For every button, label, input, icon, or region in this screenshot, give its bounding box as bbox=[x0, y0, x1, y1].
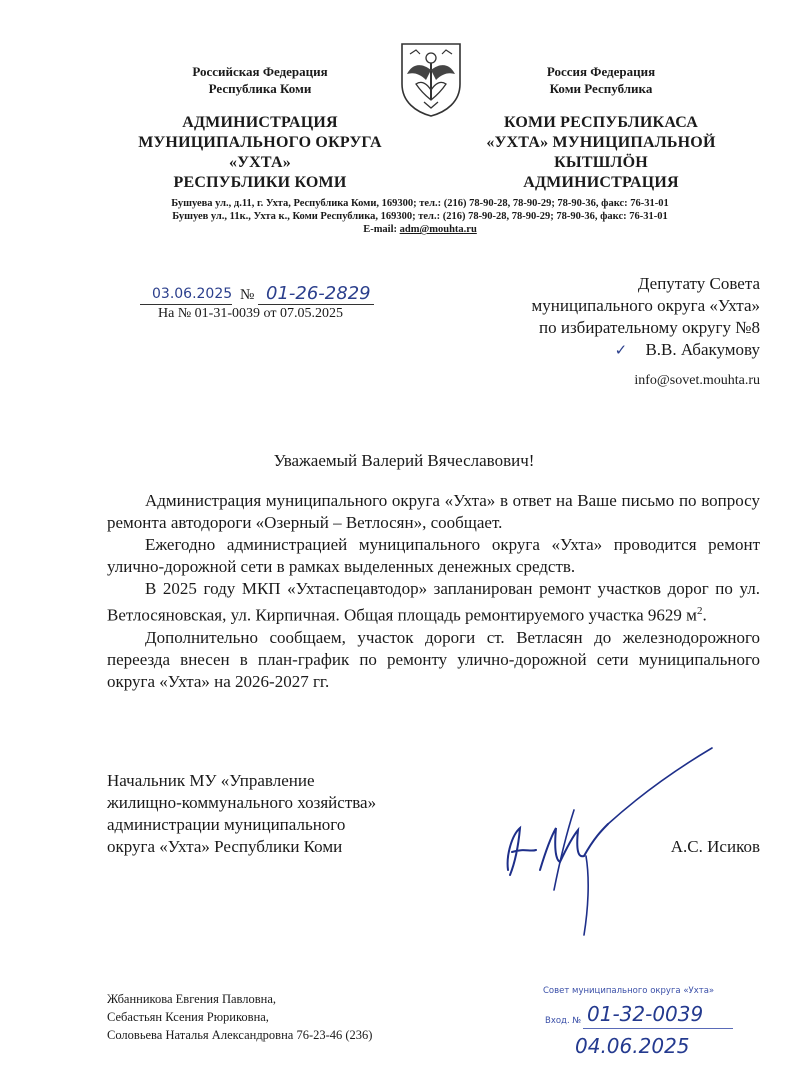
address-line-komi: Бушуев ул., 11к., Ухта к., Коми Республика, 169300; тел.: (216) 78-90-28, 78-90-29; 78-90-36, факс: 76-31-01 bbox=[172, 211, 668, 222]
executor-line2: Себастьян Ксения Рюриковна, bbox=[107, 1010, 269, 1024]
addressee-email: info@sovet.mouhta.ru bbox=[634, 373, 760, 388]
registration-line bbox=[140, 285, 380, 307]
paragraph-1: Администрация муниципального округа «Ухта» в ответ на Ваше письмо по вопросу ремонта автодороги «Озерный – Ветлосян», сообщает. bbox=[107, 491, 760, 532]
addressee-block bbox=[470, 273, 760, 361]
addressee-line2: муниципального округа «Ухта» bbox=[531, 296, 760, 315]
addressee-line4-row bbox=[470, 339, 760, 361]
header-left-org-line4: РЕСПУБЛИКИ КОМИ bbox=[173, 174, 347, 191]
header-right-country: Россия Федерация bbox=[546, 64, 656, 79]
header-right bbox=[470, 63, 732, 193]
executors-block bbox=[107, 990, 467, 1044]
registration-number-underline bbox=[258, 304, 374, 305]
incoming-stamp bbox=[535, 984, 775, 1076]
address-block bbox=[120, 197, 720, 236]
header-left-org-line2: МУНИЦИПАЛЬНОГО ОКРУГА bbox=[138, 134, 382, 151]
header-right-republic: Коми Республика bbox=[549, 81, 653, 96]
check-mark-icon: ✓ bbox=[614, 341, 628, 359]
letter-body bbox=[107, 490, 760, 693]
addressee-line1: Депутату Совета bbox=[637, 274, 760, 293]
registration-date-underline bbox=[140, 304, 232, 305]
header-right-org-line1: КОМИ РЕСПУБЛИКАСА bbox=[503, 114, 698, 131]
paragraph-3-container bbox=[107, 578, 760, 627]
paragraph-3: В 2025 году МКП «Ухтаспецавтодор» запланирован ремонт участков дорог по ул. Ветлосяновская, ул. Кирпичная. Общая площадь ремонтируемого участка 9629 м bbox=[107, 579, 760, 625]
registration-date: 03.06.2025 bbox=[152, 286, 233, 302]
addressee-name: В.В. Абакумову bbox=[645, 340, 760, 359]
executor-line3: Соловьева Наталья Александровна 76-23-46 (236) bbox=[107, 1028, 373, 1042]
coat-of-arms-emblem bbox=[396, 40, 466, 118]
header-right-org-line3: КЫТШЛÖН bbox=[554, 154, 648, 171]
signatory-position-line2: жилищно-коммунального хозяйства» bbox=[107, 793, 377, 812]
header-left-republic: Республика Коми bbox=[208, 81, 312, 96]
incoming-stamp-date: 04.06.2025 bbox=[575, 1034, 690, 1058]
registration-number: 01-26-2829 bbox=[266, 283, 371, 304]
addressee-line3: по избирательному округу №8 bbox=[539, 318, 760, 337]
incoming-stamp-number-underline bbox=[583, 1028, 733, 1029]
incoming-stamp-number: 01-32-0039 bbox=[587, 1002, 704, 1026]
paragraph-3-end: . bbox=[702, 605, 707, 625]
header-left bbox=[130, 63, 390, 193]
greeting: Уважаемый Валерий Вячеславович! bbox=[273, 451, 535, 470]
signatory-position-line4: округа «Ухта» Республики Коми bbox=[107, 837, 343, 856]
signatory-position-line1: Начальник МУ «Управление bbox=[107, 771, 315, 790]
header-left-country: Российская Федерация bbox=[192, 64, 328, 79]
header-right-org-line2: «УХТА» МУНИЦИПАЛЬНОЙ bbox=[486, 134, 716, 151]
incoming-stamp-title: Совет муниципального округа «Ухта» bbox=[543, 986, 715, 996]
email-link[interactable]: adm@mouhta.ru bbox=[399, 224, 477, 235]
incoming-stamp-label: Вход. № bbox=[545, 1016, 582, 1026]
paragraph-2: Ежегодно администрацией муниципального округа «Ухта» проводится ремонт улично-дорожной сети в рамках выделенных денежных средств. bbox=[107, 535, 760, 576]
signatory-position bbox=[107, 770, 447, 858]
area-unit-superscript: 2 bbox=[696, 605, 703, 617]
registration-number-label: № bbox=[240, 287, 255, 303]
signatory-position-line3: администрации муниципального bbox=[107, 815, 346, 834]
signatory-name: А.С. Исиков bbox=[670, 837, 760, 856]
email-label: E-mail: bbox=[363, 224, 398, 235]
address-line-russian: Бушуева ул., д.11, г. Ухта, Республика Коми, 169300; тел.: (216) 78-90-28, 78-90-29; 78-90-36, факс: 76-31-01 bbox=[171, 198, 669, 209]
executor-line1: Жбанникова Евгения Павловна, bbox=[107, 992, 277, 1006]
header-left-org-line3: «УХТА» bbox=[229, 154, 291, 171]
registration-reference: На № 01-31-0039 от 07.05.2025 bbox=[158, 306, 343, 321]
email-line bbox=[120, 223, 720, 236]
header-left-org-line1: АДМИНИСТРАЦИЯ bbox=[182, 114, 338, 131]
paragraph-4: Дополнительно сообщаем, участок дороги ст. Ветласян до железнодорожного переезда внесен в план-график по ремонту улично-дорожной сети муниципального округа «Ухта» на 2026-2027 гг. bbox=[107, 627, 760, 691]
header-right-org-line4: АДМИНИСТРАЦИЯ bbox=[523, 174, 679, 191]
